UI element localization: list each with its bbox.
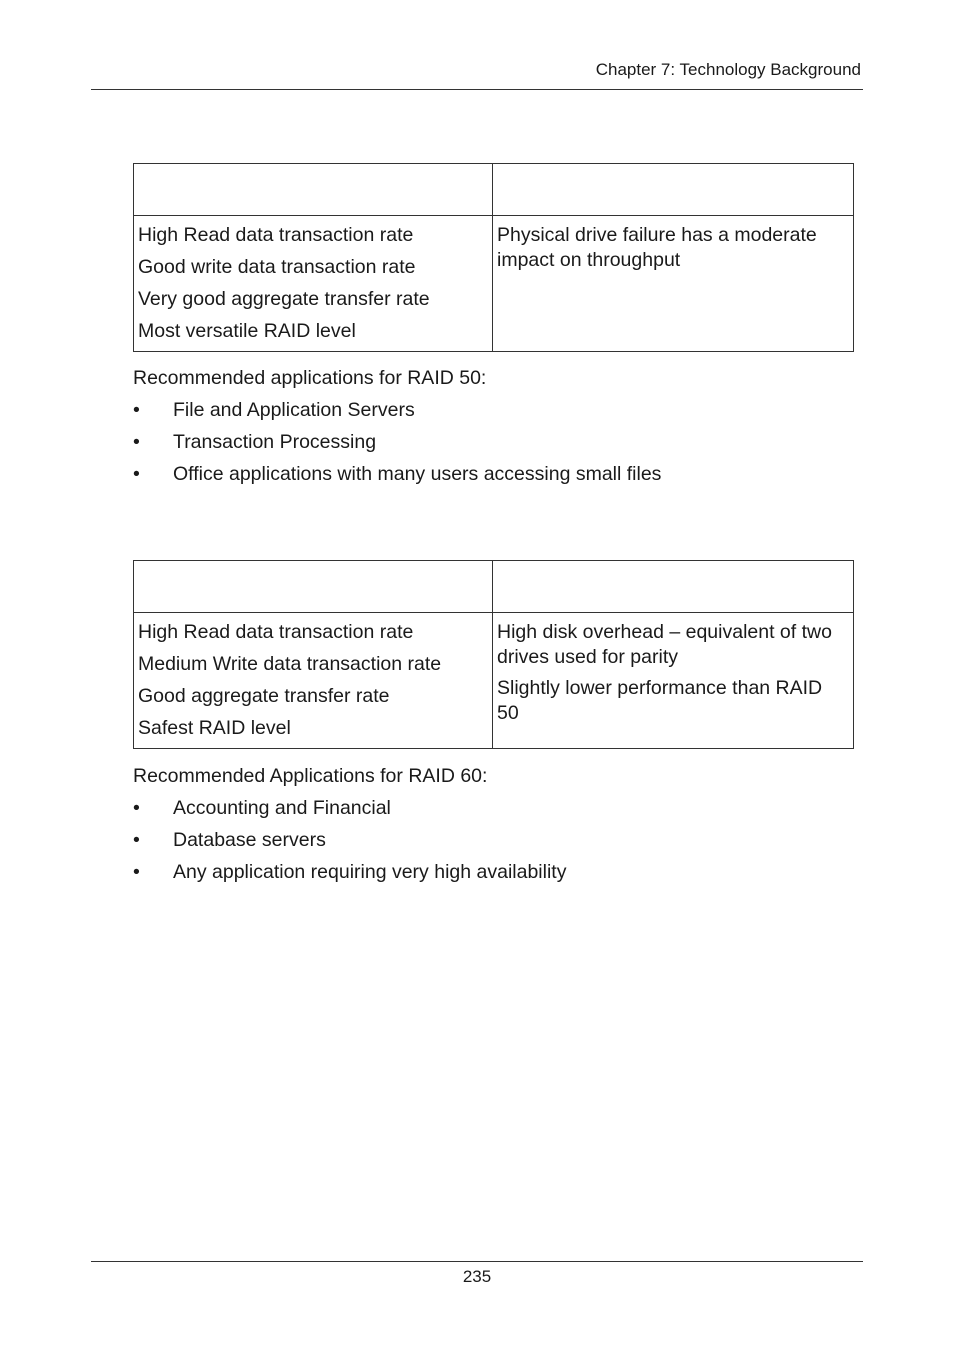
raid60-recommended-block	[133, 760, 853, 888]
running-header: Chapter 7: Technology Background	[595, 60, 861, 79]
bullet-icon: •	[133, 861, 140, 883]
raid60-table	[133, 560, 854, 749]
raid50-table	[133, 163, 854, 352]
raid60-disadvantages-header	[493, 561, 854, 613]
list-item-text: Office applications with many users accessing small files	[173, 463, 662, 485]
raid60-advantages-cell	[134, 613, 493, 749]
raid50-advantage-item: High Read data transaction rate	[138, 224, 414, 246]
list-item	[133, 426, 853, 458]
page-number: 235	[462, 1267, 492, 1286]
list-item-text: Accounting and Financial	[173, 797, 391, 819]
list-item	[133, 856, 853, 888]
raid50-recommended-list	[133, 394, 853, 490]
raid50-advantage-item: Good write data transaction rate	[138, 256, 416, 278]
raid60-disadvantage-item: High disk overhead – equivalent of two drives used for parity	[497, 621, 832, 668]
list-item	[133, 792, 853, 824]
bullet-icon: •	[133, 797, 140, 819]
raid50-disadvantages-cell	[493, 216, 854, 352]
list-item-text: Database servers	[173, 829, 326, 851]
bullet-icon: •	[133, 463, 140, 485]
bullet-icon: •	[133, 431, 140, 453]
raid60-advantage-item: High Read data transaction rate	[138, 621, 414, 643]
raid60-recommended-list	[133, 792, 853, 888]
list-item-text: Transaction Processing	[173, 431, 377, 453]
raid50-advantage-item: Very good aggregate transfer rate	[138, 288, 430, 310]
raid50-recommended-title: Recommended applications for RAID 50:	[133, 367, 487, 389]
raid60-table-header-row	[134, 561, 854, 613]
bullet-icon: •	[133, 829, 140, 851]
raid60-disadvantage-item: Slightly lower performance than RAID 50	[497, 677, 823, 724]
raid50-disadvantage-item: Physical drive failure has a moderate impact on throughput	[497, 224, 817, 271]
bullet-icon: •	[133, 399, 140, 421]
raid50-advantage-item: Most versatile RAID level	[138, 320, 356, 342]
raid60-table-body-row	[134, 613, 854, 749]
raid60-disadvantages-cell	[493, 613, 854, 749]
raid50-advantages-cell	[134, 216, 493, 352]
raid60-advantage-item: Medium Write data transaction rate	[138, 653, 442, 675]
list-item-text: File and Application Servers	[173, 399, 415, 421]
footer-rule	[91, 1261, 863, 1262]
raid50-advantages-header	[134, 164, 493, 216]
raid50-table-body-row	[134, 216, 854, 352]
raid60-advantages-header	[134, 561, 493, 613]
list-item	[133, 824, 853, 856]
raid60-advantage-item: Good aggregate transfer rate	[138, 685, 390, 707]
raid50-recommended-block	[133, 362, 853, 490]
raid60-recommended-title: Recommended Applications for RAID 60:	[133, 765, 488, 787]
raid60-advantage-item: Safest RAID level	[138, 717, 291, 739]
list-item	[133, 458, 853, 490]
header-rule	[91, 89, 863, 90]
raid50-table-header-row	[134, 164, 854, 216]
raid50-disadvantages-header	[493, 164, 854, 216]
list-item	[133, 394, 853, 426]
list-item-text: Any application requiring very high availability	[173, 861, 567, 883]
